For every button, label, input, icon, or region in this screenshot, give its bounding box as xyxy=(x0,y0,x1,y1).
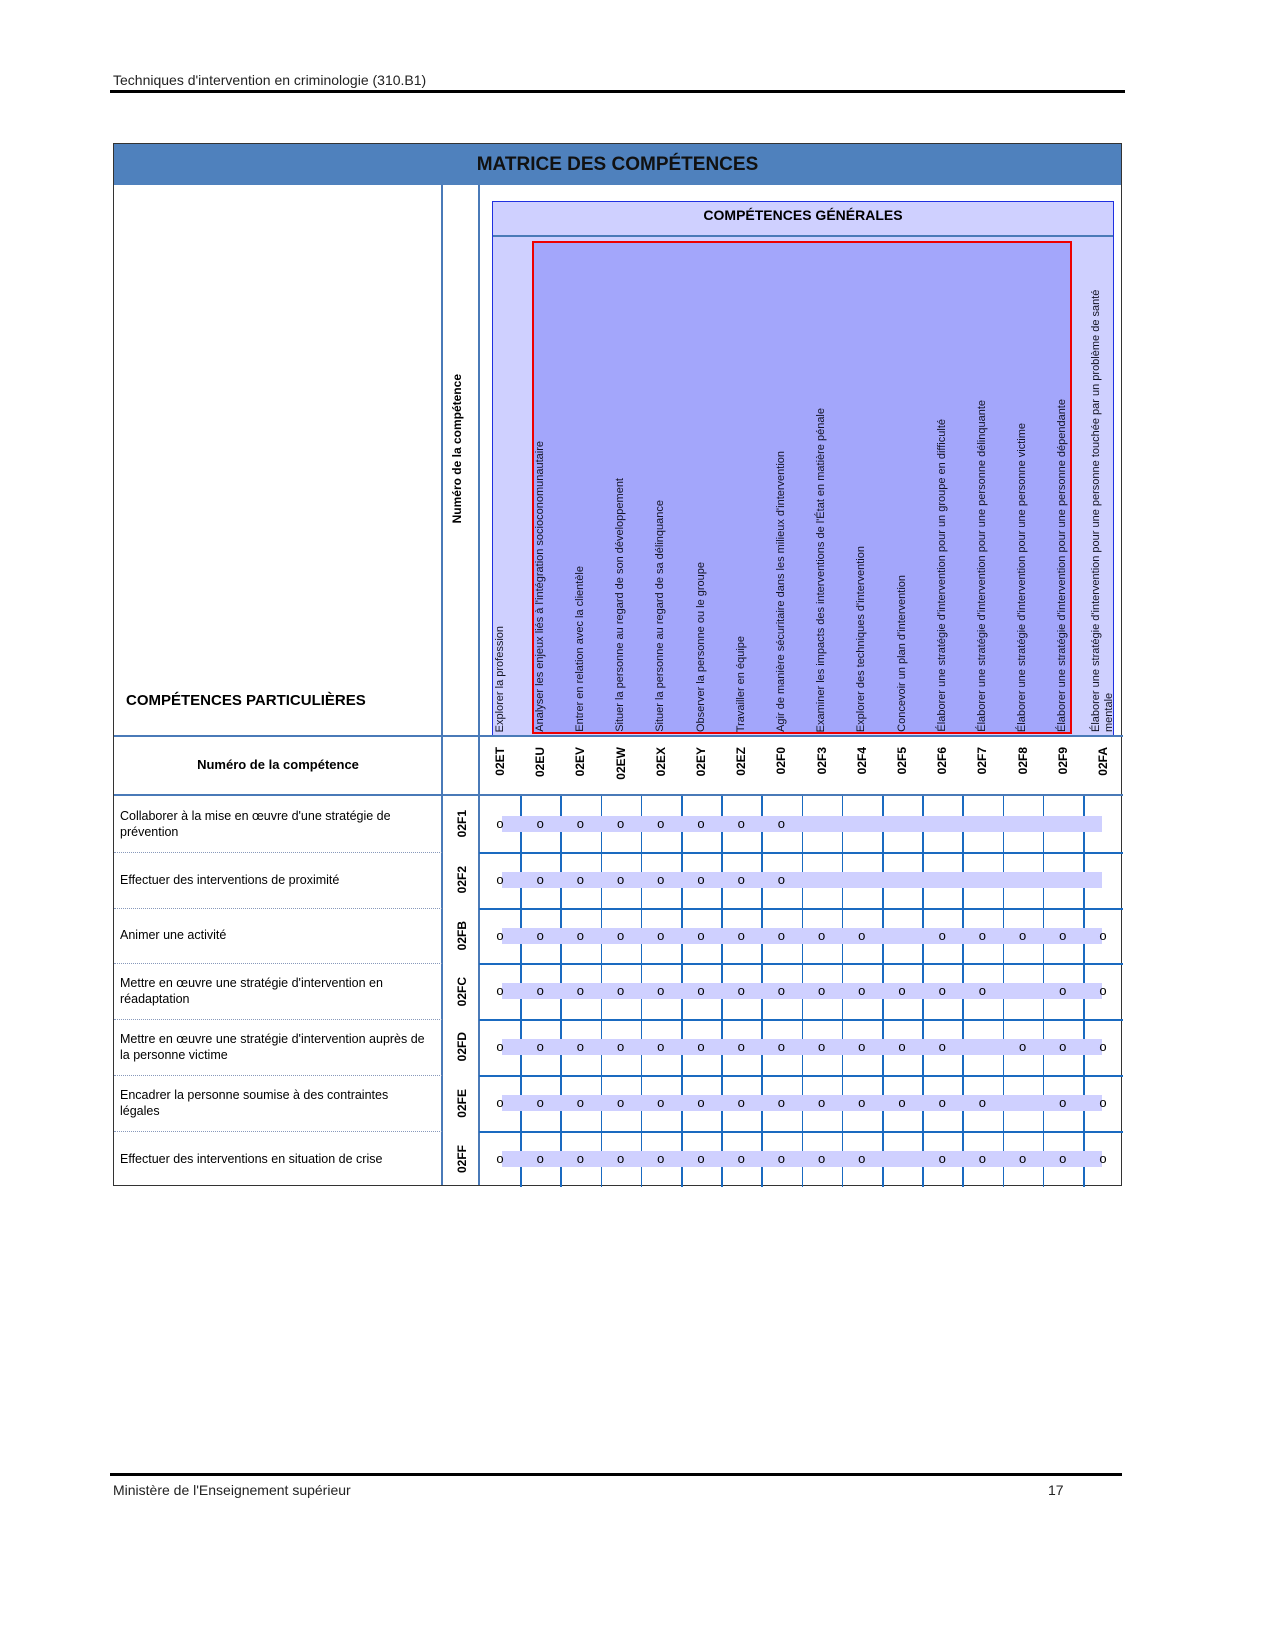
general-competency-header: Élaborer une stratégie d'intervention pour un groupe en difficulté xyxy=(935,419,948,732)
competency-link-mark: o xyxy=(898,1039,906,1055)
general-competency-code: 02F4 xyxy=(854,747,869,775)
competency-link-mark: o xyxy=(1018,1150,1027,1166)
general-competency-code: 02F9 xyxy=(1055,747,1070,775)
competency-link-mark: o xyxy=(657,871,665,887)
competency-link-mark: o xyxy=(657,983,665,999)
competency-link-mark: o xyxy=(1099,1039,1107,1055)
general-competency-header: Travailler en équipe xyxy=(734,635,747,732)
page-number: 17 xyxy=(1048,1482,1064,1498)
competency-link-mark: o xyxy=(777,871,785,887)
competency-link-mark: o xyxy=(1018,1039,1027,1055)
competency-link-mark: o xyxy=(898,983,906,999)
competency-link-mark: o xyxy=(858,983,866,999)
competency-link-mark: o xyxy=(576,1039,584,1055)
general-competencies-title: COMPÉTENCES GÉNÉRALES xyxy=(493,202,1113,237)
competency-link-mark: o xyxy=(737,927,745,943)
competency-link-mark: o xyxy=(576,927,584,943)
competency-link-mark: o xyxy=(737,815,745,831)
particular-competency-label: Collaborer à la mise en œuvre d'une stratégie de prévention xyxy=(120,808,391,839)
divider xyxy=(114,735,1123,737)
competency-link-mark: o xyxy=(1059,1094,1067,1110)
footer-rule xyxy=(110,1473,1122,1476)
competency-link-mark: o xyxy=(576,983,584,999)
competency-link-mark: o xyxy=(817,983,826,999)
general-competency-code: 02EU xyxy=(533,747,548,778)
particular-competency-label: Animer une activité xyxy=(120,928,227,943)
competency-link-mark: o xyxy=(858,1150,866,1166)
general-competency-header: Explorer des techniques d'intervention xyxy=(855,545,868,732)
competency-link-mark: o xyxy=(858,1039,866,1055)
general-competency-code: 02EV xyxy=(573,747,588,777)
competency-link-mark: o xyxy=(616,815,625,831)
competency-link-mark: o xyxy=(536,983,544,999)
particular-competency-code: 02FE xyxy=(455,1088,469,1118)
divider xyxy=(441,185,443,1185)
competency-link-mark: o xyxy=(1099,983,1107,999)
general-competency-header: Observer la personne ou le groupe xyxy=(694,562,707,732)
general-competency-code: 02F5 xyxy=(895,747,909,775)
general-competency-header: Élaborer une stratégie d'intervention pour une personne délinquante xyxy=(975,400,988,732)
general-competency-code: 02F0 xyxy=(774,747,789,775)
row-divider xyxy=(114,852,442,853)
competency-link-mark: o xyxy=(777,983,785,999)
competency-link-mark: o xyxy=(496,815,504,831)
competency-link-mark: o xyxy=(697,983,705,999)
competency-link-mark: o xyxy=(938,1094,946,1110)
competency-link-mark: o xyxy=(496,871,504,887)
general-competency-code: 02FA xyxy=(1096,747,1110,776)
particular-competency-code: 02FC xyxy=(455,976,469,1006)
competency-link-mark: o xyxy=(737,1150,745,1166)
general-competency-code: 02EX xyxy=(653,747,668,777)
general-competency-code: 02F7 xyxy=(975,747,990,775)
particular-competency-code: 02FB xyxy=(455,920,469,951)
row-divider xyxy=(114,1075,442,1076)
general-competency-header: Élaborer une stratégie d'intervention pour une personne victime xyxy=(1016,422,1029,732)
footer-ministry: Ministère de l'Enseignement supérieur xyxy=(113,1482,351,1498)
competency-link-mark: o xyxy=(616,927,625,943)
competency-link-mark: o xyxy=(697,815,705,831)
row-divider xyxy=(479,1019,1123,1021)
competency-link-mark: o xyxy=(938,1150,946,1166)
competency-link-mark: o xyxy=(978,927,986,943)
general-competency-header: Situer la personne au regard de sa délinquance xyxy=(654,500,667,732)
particular-competency-code: 02FF xyxy=(455,1144,469,1173)
general-competency-header: Élaborer une stratégie d'intervention pour une personne dépendante xyxy=(1056,399,1069,732)
matrix-title: MATRICE DES COMPÉTENCES xyxy=(114,144,1121,185)
competency-link-mark: o xyxy=(737,1039,745,1055)
competency-link-mark: o xyxy=(938,1039,946,1055)
competency-link-mark: o xyxy=(777,1094,785,1110)
competency-link-mark: o xyxy=(777,1039,785,1055)
competency-link-mark: o xyxy=(978,1150,986,1166)
row-divider xyxy=(479,1075,1123,1077)
competency-link-mark: o xyxy=(817,1094,826,1110)
competency-link-mark: o xyxy=(576,871,584,887)
competency-link-mark: o xyxy=(496,927,504,943)
row-divider xyxy=(114,1019,442,1020)
competency-link-mark: o xyxy=(737,1094,745,1110)
row-divider xyxy=(479,963,1123,965)
competency-link-mark: o xyxy=(817,1039,826,1055)
particular-competency-code: 02FD xyxy=(455,1032,469,1062)
competency-link-mark: o xyxy=(978,983,986,999)
particular-competency-label: Effectuer des interventions en situation de crise xyxy=(120,1151,383,1166)
competency-link-mark: o xyxy=(616,1039,625,1055)
general-competency-code: 02EZ xyxy=(734,747,749,776)
competency-link-mark: o xyxy=(616,871,625,887)
competency-link-mark: o xyxy=(1059,927,1067,943)
competency-link-mark: o xyxy=(616,1150,625,1166)
competency-link-mark: o xyxy=(536,871,544,887)
general-competency-header: Situer la personne au regard de son développement xyxy=(614,478,627,732)
general-competency-header: Examiner les impacts des interventions de l'État en matière pénale xyxy=(815,407,828,732)
competency-link-mark: o xyxy=(657,1039,665,1055)
general-competency-header: Entrer en relation avec la clientèle xyxy=(573,566,586,732)
competency-link-mark: o xyxy=(536,815,544,831)
competency-link-mark: o xyxy=(737,983,745,999)
competency-link-mark: o xyxy=(817,1150,826,1166)
particular-competency-label: Mettre en œuvre une stratégie d'intervention auprès de la personne victime xyxy=(120,1032,425,1063)
general-competency-code: 02F6 xyxy=(935,747,950,775)
competency-link-mark: o xyxy=(697,1039,705,1055)
general-competency-header: Concevoir un plan d'intervention xyxy=(895,575,908,732)
competency-link-mark: o xyxy=(938,927,946,943)
general-competency-code: 02ET xyxy=(493,747,507,776)
competency-link-mark: o xyxy=(697,927,705,943)
competency-link-mark: o xyxy=(938,983,946,999)
general-competency-code: 02F3 xyxy=(814,747,829,775)
competency-link-mark: o xyxy=(777,927,785,943)
row-divider xyxy=(114,1131,442,1132)
competency-link-mark: o xyxy=(496,1039,504,1055)
competency-link-mark: o xyxy=(536,927,544,943)
competency-link-mark: o xyxy=(777,815,785,831)
competency-link-mark: o xyxy=(978,1094,986,1110)
competency-link-mark: o xyxy=(898,1094,906,1110)
competency-link-mark: o xyxy=(657,815,665,831)
row-divider xyxy=(114,908,442,909)
competency-link-mark: o xyxy=(536,1150,544,1166)
competency-link-mark: o xyxy=(536,1039,544,1055)
row-divider xyxy=(479,908,1123,910)
competency-link-mark: o xyxy=(1059,983,1067,999)
row-divider xyxy=(114,963,442,964)
competency-link-mark: o xyxy=(496,1094,504,1110)
competency-link-mark: o xyxy=(657,927,665,943)
competency-link-mark: o xyxy=(576,1094,584,1110)
competency-link-mark: o xyxy=(657,1094,665,1110)
competency-link-mark: o xyxy=(496,983,504,999)
particular-competency-code: 02F2 xyxy=(455,866,469,894)
competency-link-mark: o xyxy=(576,1150,584,1166)
general-competency-header: Agir de manière sécuritaire dans les milieux d'intervention xyxy=(774,451,787,732)
competency-link-mark: o xyxy=(1099,927,1107,943)
particular-competency-label: Effectuer des interventions de proximité xyxy=(120,872,340,887)
competency-link-mark: o xyxy=(697,871,705,887)
competency-link-mark: o xyxy=(576,815,584,831)
particular-competency-code: 02F1 xyxy=(455,810,469,838)
row-divider xyxy=(479,852,1123,854)
general-competency-header: Analyser les enjeux liés à l'intégration socioconomunautaire xyxy=(533,441,546,732)
competency-number-label: Numéro de la compétence xyxy=(197,757,359,772)
competency-link-mark: o xyxy=(858,1094,866,1110)
running-header: Techniques d'intervention en criminologie (310.B1) xyxy=(113,72,427,88)
particular-competencies-title: COMPÉTENCES PARTICULIÈRES xyxy=(126,692,366,709)
competency-link-mark: o xyxy=(777,1150,785,1166)
competency-link-mark: o xyxy=(616,983,625,999)
competency-matrix xyxy=(113,143,1122,1186)
competency-number-vertical-label: Numéro de la compétence xyxy=(450,374,464,524)
competency-link-mark: o xyxy=(1018,927,1027,943)
competency-link-mark: o xyxy=(1059,1039,1067,1055)
competency-link-mark: o xyxy=(858,927,866,943)
row-divider xyxy=(479,1131,1123,1133)
competency-link-mark: o xyxy=(536,1094,544,1110)
general-competency-header: Élaborer une stratégie d'intervention pour une personne touchée par un problème de santé mentale xyxy=(1090,289,1115,732)
competency-link-mark: o xyxy=(1099,1094,1107,1110)
competency-link-mark: o xyxy=(496,1150,504,1166)
competency-link-mark: o xyxy=(616,1094,625,1110)
competency-link-mark: o xyxy=(1099,1150,1107,1166)
particular-competency-label: Mettre en œuvre une stratégie d'intervention en réadaptation xyxy=(120,976,383,1007)
particular-competency-label: Encadrer la personne soumise à des contraintes légales xyxy=(120,1087,389,1118)
general-competency-code: 02F8 xyxy=(1015,747,1030,775)
competency-link-mark: o xyxy=(817,927,826,943)
competency-link-mark: o xyxy=(697,1150,705,1166)
competency-link-mark: o xyxy=(697,1094,705,1110)
competency-link-mark: o xyxy=(1059,1150,1067,1166)
general-competency-code: 02EY xyxy=(694,747,708,777)
header-rule xyxy=(110,90,1125,93)
general-competency-code: 02EW xyxy=(613,747,628,780)
competency-link-mark: o xyxy=(737,871,745,887)
competency-link-mark: o xyxy=(657,1150,665,1166)
general-competency-header: Explorer la profession xyxy=(493,625,506,732)
